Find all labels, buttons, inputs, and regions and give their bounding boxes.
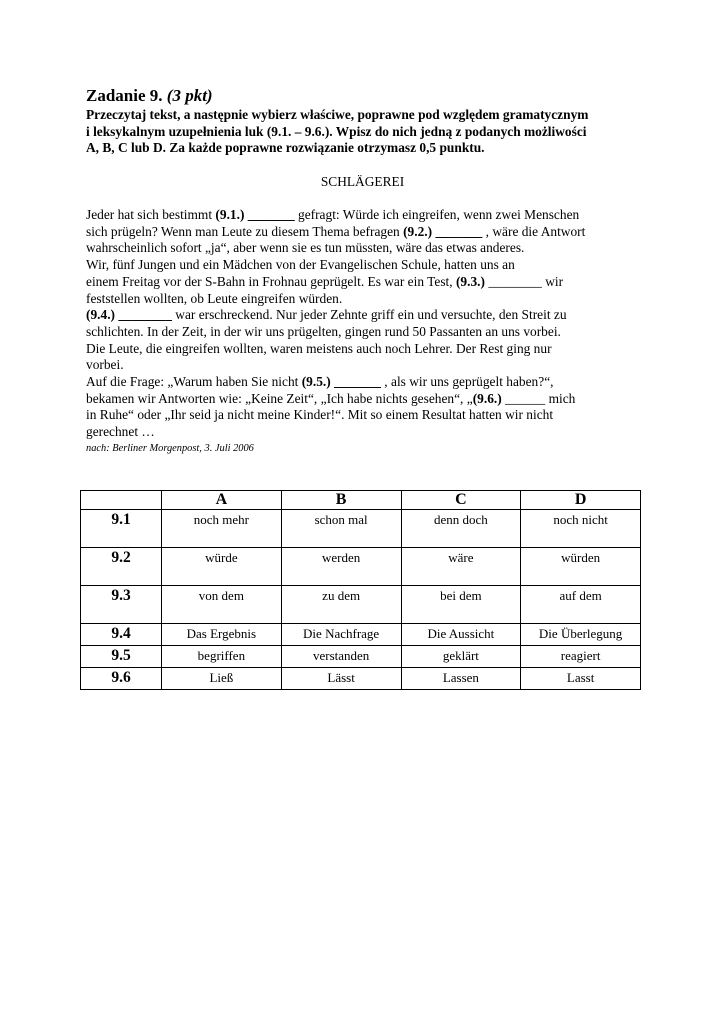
text-fragment: sich prügeln? Wenn man Leute zu diesem Thema befragen — [86, 223, 404, 239]
option-cell: Das Ergebnis — [162, 624, 282, 646]
option-cell: bei dem — [401, 586, 521, 624]
option-cell: Ließ — [162, 668, 282, 690]
table-header-row — [81, 491, 641, 510]
text-line — [86, 224, 646, 241]
text-fragment: Jeder hat sich bestimmt — [86, 207, 216, 222]
option-cell: Die Nachfrage — [281, 624, 401, 646]
text-line: in Ruhe“ oder „Ihr seid ja nicht meine Kinder!“. Mit so einem Resultat hatten wir nicht — [86, 407, 554, 423]
table-row — [81, 668, 641, 690]
option-cell: noch nicht — [521, 510, 641, 548]
table-row — [81, 646, 641, 668]
table-corner-cell — [81, 491, 162, 510]
text-fragment: ______ mich — [501, 390, 576, 406]
table-row — [81, 510, 641, 548]
row-label: 9.5 — [81, 646, 162, 668]
option-cell: noch mehr — [162, 510, 282, 548]
row-label: 9.1 — [81, 510, 162, 548]
text-line — [86, 207, 646, 224]
text-fragment: bekamen wir Antworten wie: „Keine Zeit“, „Ich habe nichts gesehen“, „ — [86, 390, 473, 406]
task-points: (3 pkt) — [166, 86, 213, 105]
column-header: A — [162, 491, 282, 510]
row-label: 9.4 — [81, 624, 162, 646]
task-title — [86, 86, 213, 106]
text-fragment: , als wir uns geprügelt haben?“, — [380, 374, 554, 390]
text-heading: SCHLÄGEREI — [320, 174, 405, 189]
gap-9-1: (9.1.) _______ — [215, 207, 295, 222]
text-line: schlichten. In der Zeit, in der wir uns prügelten, gingen rund 50 Passanten an uns vorbei. — [86, 323, 561, 339]
instruction-line: Przeczytaj tekst, a następnie wybierz właściwe, poprawne pod względem gramatycznym — [86, 107, 589, 122]
text-line — [86, 374, 646, 391]
text-fragment: ________ wir — [484, 273, 564, 289]
column-header: C — [401, 491, 521, 510]
option-cell: würden — [521, 548, 641, 586]
table-row — [81, 624, 641, 646]
text-line: vorbei. — [86, 357, 124, 373]
option-cell: denn doch — [401, 510, 521, 548]
gap-9-3: (9.3.) — [455, 273, 485, 289]
instruction-line: A, B, C lub D. Za każde poprawne rozwiązanie otrzymasz 0,5 punktu. — [86, 140, 485, 156]
text-fragment: Auf die Frage: „Warum haben Sie nicht — [86, 374, 302, 390]
row-label: 9.2 — [81, 548, 162, 586]
text-line: gerechnet … — [86, 424, 155, 440]
table-row — [81, 548, 641, 586]
row-label: 9.6 — [81, 668, 162, 690]
text-line: Die Leute, die eingreifen wollten, waren meistens auch noch Lehrer. Der Rest ging nur — [86, 340, 552, 356]
text-fragment: , wäre die Antwort — [482, 223, 586, 239]
text-line: feststellen wollten, ob Leute eingreifen würden. — [86, 290, 343, 306]
text-line — [86, 307, 646, 324]
text-line — [86, 391, 646, 408]
option-cell: zu dem — [281, 586, 401, 624]
option-cell: werden — [281, 548, 401, 586]
option-cell: wäre — [401, 548, 521, 586]
option-cell: verstanden — [281, 646, 401, 668]
row-label: 9.3 — [81, 586, 162, 624]
task-instruction — [86, 107, 646, 157]
option-cell: von dem — [162, 586, 282, 624]
option-cell: Die Aussicht — [401, 624, 521, 646]
option-cell: Lasst — [521, 668, 641, 690]
option-cell: begriffen — [162, 646, 282, 668]
option-cell: Lässt — [281, 668, 401, 690]
text-fragment: gefragt: Würde ich eingreifen, wenn zwei Menschen — [294, 207, 580, 222]
text-source: nach: Berliner Morgenpost, 3. Juli 2006 — [86, 443, 254, 454]
reading-text — [86, 207, 646, 441]
option-cell: schon mal — [281, 510, 401, 548]
column-header: D — [521, 491, 641, 510]
task-number: Zadanie 9. — [86, 86, 163, 105]
gap-9-5: (9.5.) _______ — [301, 374, 381, 390]
text-fragment: war erschreckend. Nur jeder Zehnte griff ein und versuchte, den Streit zu — [171, 307, 567, 323]
gap-9-4: (9.4.) ________ — [86, 307, 172, 323]
option-cell: würde — [162, 548, 282, 586]
option-cell: auf dem — [521, 586, 641, 624]
option-cell: geklärt — [401, 646, 521, 668]
text-line: Wir, fünf Jungen und ein Mädchen von der Evangelischen Schule, hatten uns an — [86, 257, 515, 273]
table-row — [81, 586, 641, 624]
text-line — [86, 274, 646, 291]
option-cell: Die Überlegung — [521, 624, 641, 646]
text-line: wahrscheinlich sofort „ja“, aber wenn sie es tun müssten, wäre das etwas anderes. — [86, 240, 525, 256]
answer-options-table — [80, 490, 641, 690]
option-cell: reagiert — [521, 646, 641, 668]
text-fragment: einem Freitag vor der S-Bahn in Frohnau geprügelt. Es war ein Test, — [86, 273, 456, 289]
option-cell: Lassen — [401, 668, 521, 690]
instruction-line: i leksykalnym uzupełnienia luk (9.1. – 9.6.). Wpisz do nich jedną z podanych możliwości — [86, 123, 587, 139]
gap-9-2: (9.2.) _______ — [403, 223, 483, 239]
column-header: B — [281, 491, 401, 510]
gap-9-6: (9.6.) — [472, 390, 502, 406]
